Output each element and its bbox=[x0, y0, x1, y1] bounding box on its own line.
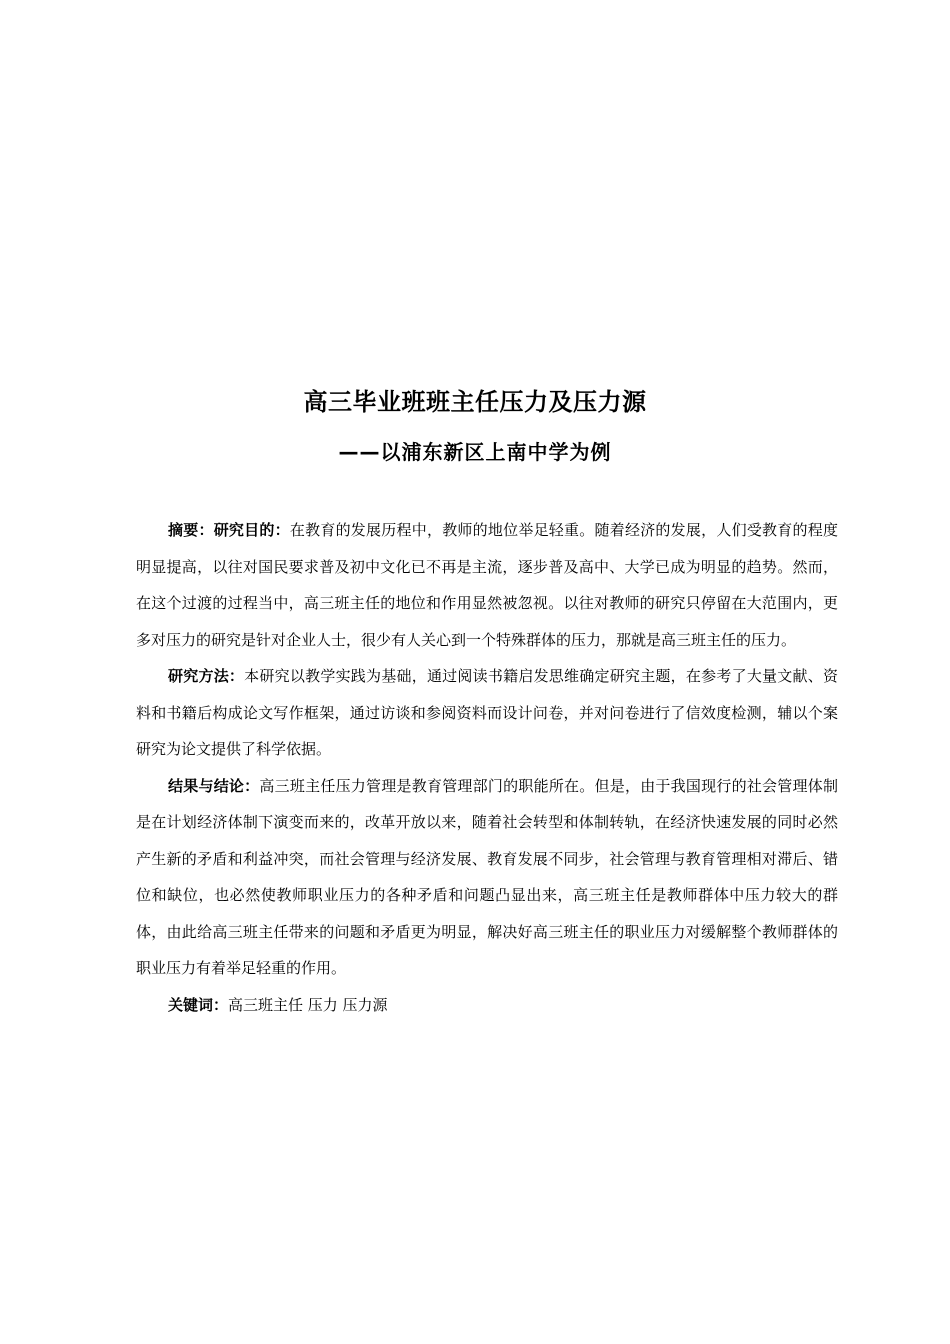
abstract-label: 摘要： bbox=[168, 521, 214, 539]
method-label: 研究方法： bbox=[168, 667, 245, 685]
purpose-text: 在教育的发展历程中，教师的地位举足轻重。随着经济的发展，人们受教育的程度明显提高，以往对国民要求普及初中文化已不再是主流，逐步普及高中、大学已成为明显的趋势。然而，在这个过渡的过程当中，高三班主任的地位和作用显然被忽视。以往对教师的研究只停留在大范围内，更多对压力的研究是针对企业人士，很少有人关心到一个特殊群体的压力，那就是高三班主任的压力。 bbox=[136, 521, 838, 649]
abstract-results-paragraph bbox=[136, 768, 838, 987]
results-text: 高三班主任压力管理是教育管理部门的职能所在。但是，由于我国现行的社会管理体制是在计划经济体制下演变而来的，改革开放以来，随着社会转型和体制转轨，在经济快速发展的同时必然产生新的矛盾和利益冲突，而社会管理与经济发展、教育发展不同步，社会管理与教育管理相对滞后、错位和缺位，也必然使教师职业压力的各种矛盾和问题凸显出来，高三班主任是教师群体中压力较大的群体，由此给高三班主任带来的问题和矛盾更为明显，解决好高三班主任的职业压力对缓解整个教师群体的职业压力有着举足轻重的作用。 bbox=[136, 776, 838, 977]
abstract-method-paragraph bbox=[136, 658, 838, 768]
page-subtitle: ——以浦东新区上南中学为例 bbox=[338, 440, 612, 464]
keywords-paragraph bbox=[136, 987, 838, 1024]
abstract-section bbox=[136, 512, 838, 1023]
keywords-label: 关键词： bbox=[168, 995, 229, 1014]
purpose-label: 研究目的： bbox=[213, 521, 290, 539]
abstract-purpose-paragraph bbox=[136, 512, 838, 658]
method-text: 本研究以教学实践为基础，通过阅读书籍启发思维确定研究主题，在参考了大量文献、资料和书籍后构成论文写作框架，通过访谈和参阅资料而设计问卷，并对问卷进行了信效度检测，辅以个案研究为论文提供了科学依据。 bbox=[136, 667, 838, 758]
results-label: 结果与结论： bbox=[168, 776, 260, 795]
keywords-text: 高三班主任 压力 压力源 bbox=[228, 995, 388, 1014]
page-title: 高三毕业班班主任压力及压力源 bbox=[303, 388, 647, 416]
